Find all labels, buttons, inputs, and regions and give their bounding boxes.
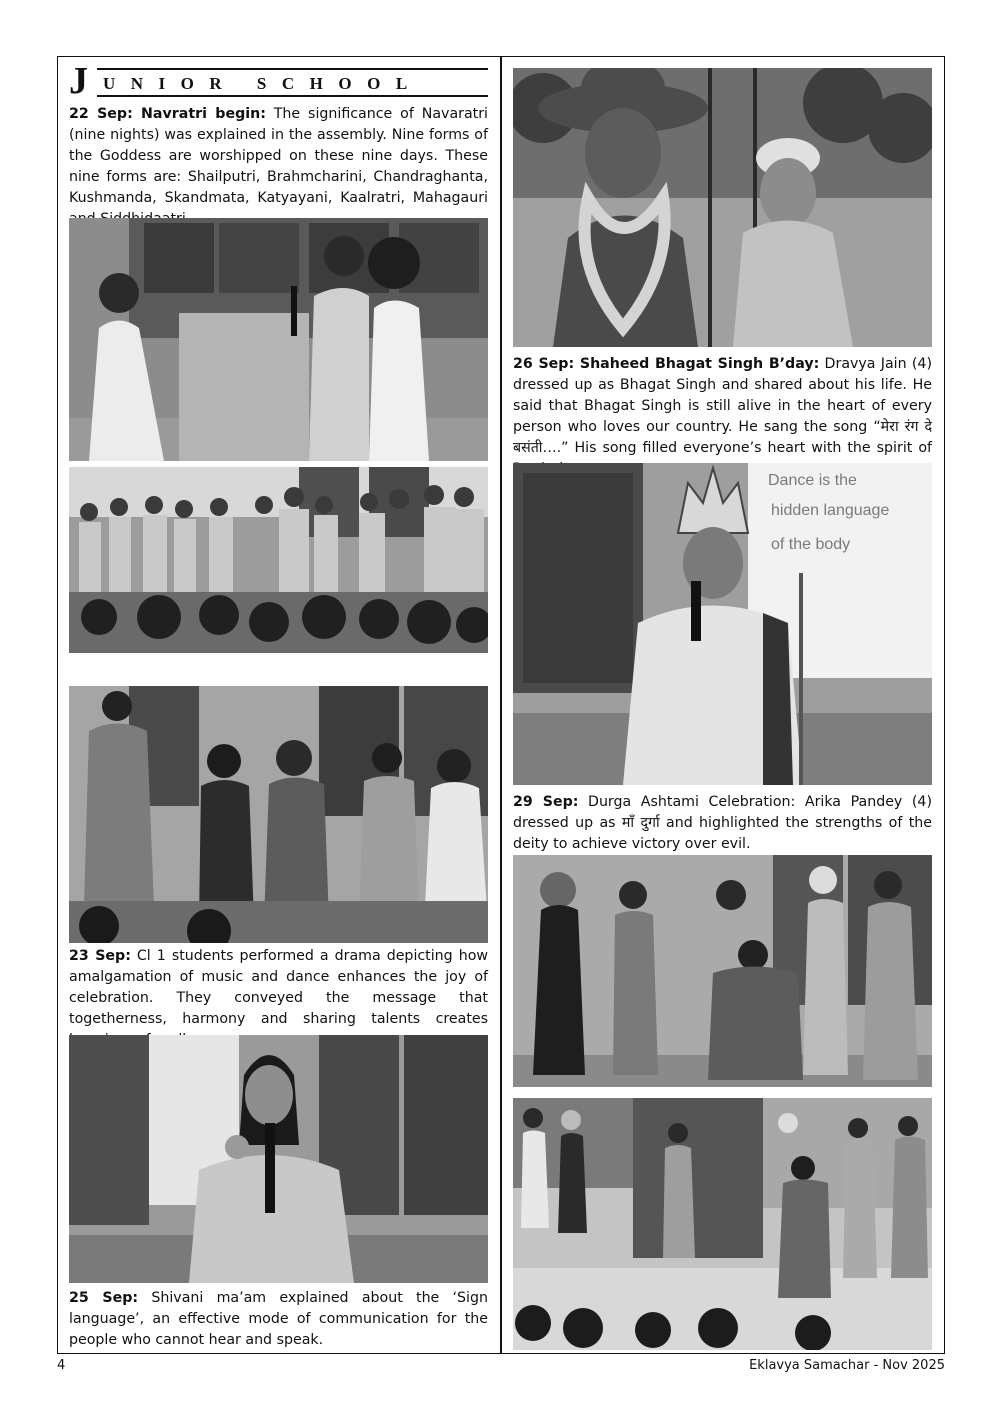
- photo-costume-performance: [513, 855, 932, 1087]
- article-drama-title: 23 Sep:: [69, 948, 131, 964]
- board-line-3: of the body: [771, 536, 851, 553]
- article-sign-language-title: 25 Sep:: [69, 1290, 139, 1306]
- photo-drama: [69, 686, 488, 943]
- article-durga-ashtami: [513, 792, 932, 855]
- photo-navratri-students: [69, 467, 488, 653]
- heading-rule-bottom: [97, 95, 488, 97]
- heading-initial: J: [69, 60, 88, 102]
- article-durga-ashtami-body: Durga Ashtami Celebration: Arika Pandey (4) dressed up as माँ दुर्गा and highlighted the strengths of the deity to achieve victory over evil.: [513, 794, 932, 852]
- photo-durga-ashtami: [513, 463, 932, 785]
- heading-rule-top: [97, 68, 488, 70]
- article-navratri-title: 22 Sep: Navratri begin:: [69, 106, 266, 122]
- photo-sign-language: [69, 1035, 488, 1283]
- article-durga-ashtami-title: 29 Sep:: [513, 794, 579, 810]
- board-line-1: Dance is the: [768, 472, 857, 489]
- article-navratri-body: The significance of Navaratri (nine nights) was explained in the assembly. Nine forms of the Goddess are worshipped on these nine days. These nine forms are: Shailputri, Brahmcharini, Chandraghanta, Kushmanda, Skandmata, Katyayani, Kaalratri, Mahagauri: [69, 106, 488, 206]
- article-sign-language-body: Shivani ma’am explained about the ‘Sign language’, an effective mode of communication for the people who cannot hear and speak.: [69, 1290, 489, 1348]
- board-line-2: hidden language: [771, 502, 890, 519]
- photo-bhagat-singh: [513, 68, 932, 347]
- article-bhagat-singh: [513, 354, 932, 480]
- column-divider: [500, 56, 502, 1354]
- heading-text: UNIOR SCHOOL: [103, 74, 423, 93]
- article-navratri: [69, 104, 488, 230]
- article-bhagat-singh-title: 26 Sep: Shaheed Bhagat Singh B’day:: [513, 356, 820, 372]
- photo-navratri-assembly: [69, 218, 488, 461]
- photo-ramayan-scene: [513, 1098, 932, 1350]
- publication-footer: Eklavya Samachar - Nov 2025: [749, 1358, 945, 1373]
- page-number: 4: [57, 1358, 66, 1373]
- section-heading: [69, 60, 488, 102]
- article-bhagat-singh-body: Dravya Jain (4) dressed up as Bhagat Singh and shared about his life. He said that Bhagat Singh is still alive in the heart of every person who loves our country. He sang the song “मेरा रंग दे बसंती….” His song filled everyone’s heart with the spirit of: [513, 356, 932, 456]
- article-sign-language: [69, 1288, 488, 1351]
- article-drama-body: Cl 1 students performed a drama depicting how amalgamation of music and dance enhances the joy of celebration. They conveyed the message that togetherness, harmony and sharing talents creates: [69, 948, 488, 1027]
